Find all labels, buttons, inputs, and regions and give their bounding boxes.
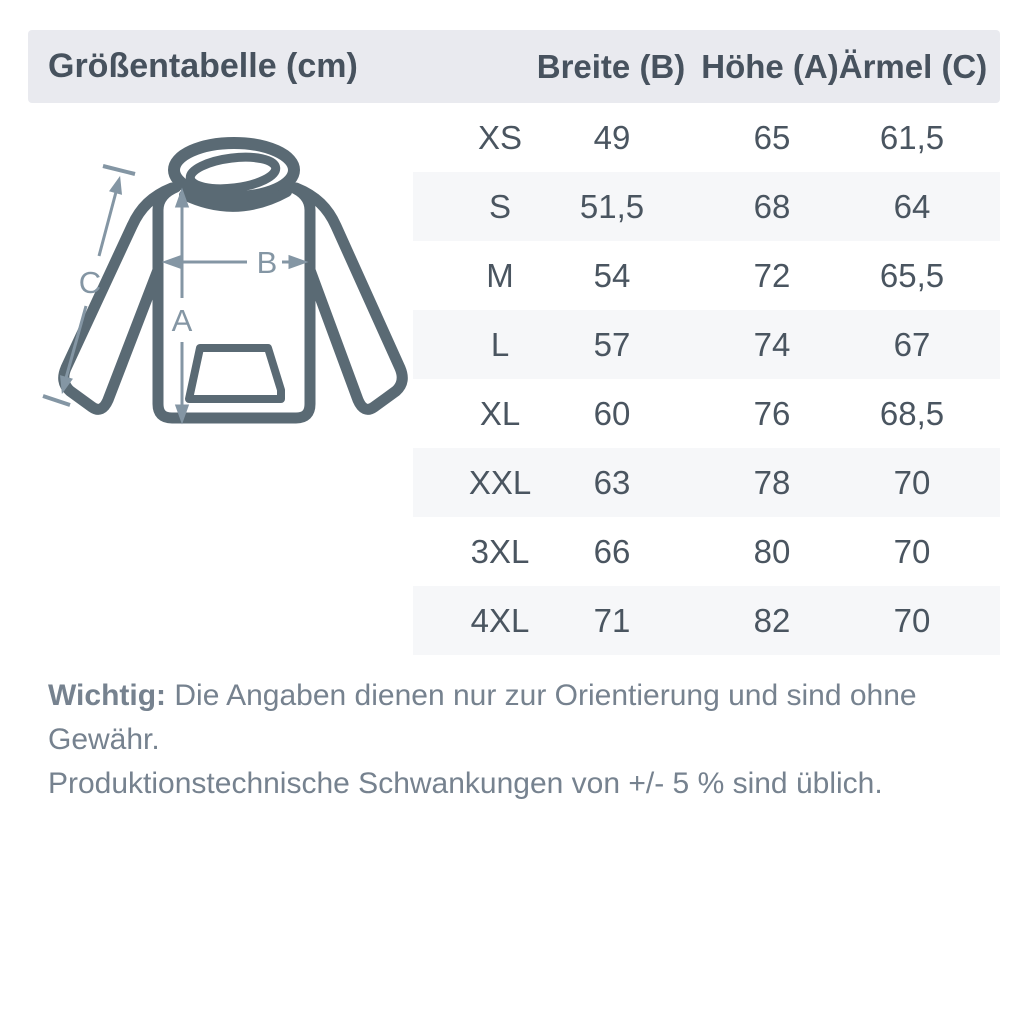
table-row xyxy=(413,103,1000,172)
cell-size: XS xyxy=(477,119,523,156)
table-row xyxy=(413,586,1000,655)
cell-size: XL xyxy=(479,395,521,432)
cell-aermel: 61,5 xyxy=(879,119,945,156)
table-row xyxy=(413,448,1000,517)
column-header-aermel: Ärmel (C) xyxy=(838,48,988,85)
cell-size: XXL xyxy=(468,464,532,501)
cell-aermel: 64 xyxy=(893,188,931,225)
cell-breite: 60 xyxy=(593,395,631,432)
cell-size: 4XL xyxy=(470,602,530,639)
cell-hoehe: 72 xyxy=(753,257,791,294)
cell-hoehe: 65 xyxy=(753,119,791,156)
cell-aermel: 70 xyxy=(893,464,931,501)
cell-hoehe: 78 xyxy=(753,464,791,501)
arrowhead-c-top-icon xyxy=(112,180,121,193)
cell-aermel: 70 xyxy=(893,602,931,639)
cell-breite: 63 xyxy=(593,464,631,501)
size-table xyxy=(413,103,1000,655)
cell-hoehe: 76 xyxy=(753,395,791,432)
table-row xyxy=(413,517,1000,586)
cell-breite: 71 xyxy=(593,602,631,639)
cell-hoehe: 82 xyxy=(753,602,791,639)
cell-size: S xyxy=(488,188,511,225)
arrowhead-b-left-icon xyxy=(166,257,180,267)
table-row xyxy=(413,241,1000,310)
table-header-band xyxy=(28,30,1000,103)
cell-aermel: 65,5 xyxy=(879,257,945,294)
cell-size: L xyxy=(490,326,510,363)
disclaimer-line1: Wichtig: Die Angaben dienen nur zur Orientierung und sind ohne Gewähr. xyxy=(48,679,917,756)
cell-breite: 51,5 xyxy=(579,188,645,225)
table-row xyxy=(413,379,1000,448)
page-title: Größentabelle (cm) xyxy=(48,47,358,85)
hoodie-measurement-diagram xyxy=(40,128,420,448)
arrowhead-b-right-icon xyxy=(290,257,304,267)
cell-hoehe: 80 xyxy=(753,533,791,570)
disclaimer-note xyxy=(48,674,978,806)
cell-breite: 57 xyxy=(593,326,631,363)
measure-label-a: A xyxy=(171,303,193,338)
table-row xyxy=(413,172,1000,241)
column-header-breite: Breite (B) xyxy=(536,48,686,85)
column-header-hoehe: Höhe (A) xyxy=(701,48,839,85)
cell-size: M xyxy=(486,257,514,294)
cell-aermel: 67 xyxy=(893,326,931,363)
measure-label-c: C xyxy=(78,265,102,300)
cell-hoehe: 74 xyxy=(753,326,791,363)
cell-size: 3XL xyxy=(470,533,530,570)
cell-hoehe: 68 xyxy=(753,188,791,225)
cell-aermel: 68,5 xyxy=(879,395,945,432)
cell-breite: 66 xyxy=(593,533,631,570)
disclaimer-line2: Produktionstechnische Schwankungen von +/- 5 % sind üblich. xyxy=(48,767,883,800)
disclaimer-label: Wichtig: xyxy=(48,679,167,712)
cell-breite: 54 xyxy=(593,257,631,294)
table-row xyxy=(413,310,1000,379)
cell-breite: 49 xyxy=(593,119,631,156)
measure-label-b: B xyxy=(256,245,278,280)
cell-aermel: 70 xyxy=(893,533,931,570)
